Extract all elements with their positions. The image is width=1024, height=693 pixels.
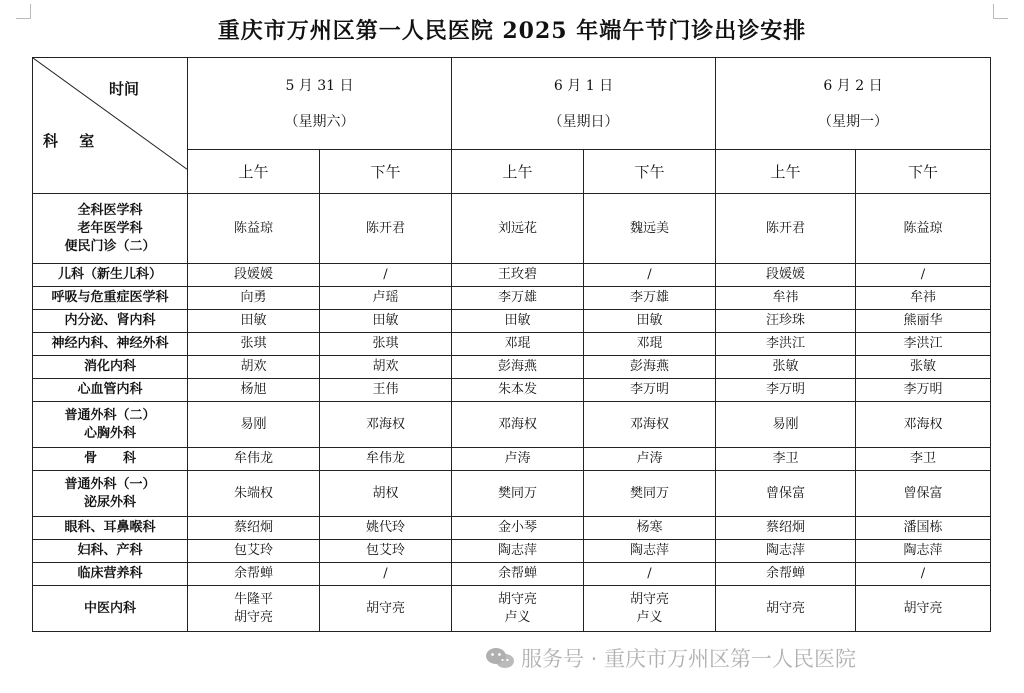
doctor-name: 朱端权 xyxy=(233,485,273,501)
doctor-cell xyxy=(716,471,856,517)
doctor-cell xyxy=(856,356,991,379)
doctor-cell xyxy=(320,448,452,471)
doctor-name: / xyxy=(647,566,652,581)
doctor-cell xyxy=(856,287,991,310)
day-header xyxy=(716,58,991,150)
half-day-header: 下午 xyxy=(856,150,991,194)
doctor-name: 余帮蝉 xyxy=(497,566,537,581)
doctor-cell xyxy=(452,194,584,264)
dept-cell xyxy=(33,356,188,379)
day-date: 6 月 2 日 xyxy=(823,77,883,94)
doctor-name: 李万雄 xyxy=(497,290,537,305)
doctor-cell xyxy=(716,310,856,333)
day-header xyxy=(452,58,716,150)
table-row xyxy=(33,402,991,448)
doctor-cell xyxy=(188,310,320,333)
doctor-name: 胡欢 xyxy=(372,359,399,374)
doctor-name: 邓琨 xyxy=(504,336,531,351)
doctor-name: 张琪 xyxy=(240,336,267,351)
doctor-name: 田敏 xyxy=(504,313,531,328)
doctor-name: 杨旭 xyxy=(240,382,267,397)
doctor-cell xyxy=(856,379,991,402)
table-row xyxy=(33,287,991,310)
table-row xyxy=(33,194,991,264)
doctor-cell xyxy=(856,471,991,517)
dept-name: 老年医学科 xyxy=(77,220,143,236)
doctor-cell xyxy=(584,356,716,379)
doctor-cell xyxy=(320,540,452,563)
doctor-name: 包艾玲 xyxy=(233,543,273,558)
doctor-cell xyxy=(320,287,452,310)
doctor-name: 张琪 xyxy=(372,336,399,351)
doctor-cell xyxy=(716,448,856,471)
doctor-cell xyxy=(188,471,320,517)
doctor-name: 姚代玲 xyxy=(365,520,405,535)
doctor-name: 邓海权 xyxy=(629,416,669,432)
table-row xyxy=(33,264,991,287)
doctor-cell xyxy=(856,310,991,333)
doctor-name: 牟祎 xyxy=(909,290,936,305)
table-row xyxy=(33,563,991,586)
doctor-cell xyxy=(188,563,320,586)
dept-label: 科 室 xyxy=(43,132,103,150)
doctor-cell xyxy=(584,194,716,264)
doctor-cell xyxy=(320,563,452,586)
doctor-cell xyxy=(188,448,320,471)
doctor-cell xyxy=(584,333,716,356)
doctor-cell xyxy=(320,310,452,333)
doctor-name: 王伟 xyxy=(372,382,399,397)
doctor-cell xyxy=(188,264,320,287)
doctor-cell xyxy=(716,194,856,264)
doctor-name: 陶志萍 xyxy=(497,543,537,558)
dept-name: 消化内科 xyxy=(83,359,136,374)
doctor-cell xyxy=(716,333,856,356)
doctor-cell xyxy=(452,402,584,448)
doctor-name: 曾保富 xyxy=(903,485,943,501)
table-row xyxy=(33,517,991,540)
doctor-name: 李万明 xyxy=(903,382,943,397)
doctor-cell xyxy=(584,563,716,586)
dept-name: 妇科、产科 xyxy=(77,543,143,558)
doctor-cell xyxy=(716,586,856,632)
doctor-cell xyxy=(452,356,584,379)
doctor-name: 胡守亮 xyxy=(629,591,669,607)
doctor-cell xyxy=(320,194,452,264)
doctor-name: 李卫 xyxy=(772,451,799,466)
doctor-name: 陶志萍 xyxy=(629,543,669,558)
doctor-cell xyxy=(452,563,584,586)
doctor-cell xyxy=(584,448,716,471)
doctor-name: 卢瑶 xyxy=(372,290,399,305)
dept-cell xyxy=(33,586,188,632)
doctor-name: 段媛媛 xyxy=(233,267,273,282)
doctor-cell xyxy=(856,586,991,632)
doctor-cell xyxy=(584,402,716,448)
doctor-name: 熊丽华 xyxy=(903,313,943,328)
doctor-name: / xyxy=(383,267,388,282)
doctor-cell xyxy=(452,310,584,333)
dept-name: 普通外科（一） xyxy=(64,476,156,492)
dept-cell xyxy=(33,517,188,540)
doctor-cell xyxy=(188,356,320,379)
doctor-name: 李洪江 xyxy=(765,336,805,351)
header-corner-cell xyxy=(33,58,188,194)
doctor-name: 彭海燕 xyxy=(629,359,669,374)
doctor-name: 彭海燕 xyxy=(497,359,537,374)
doctor-cell xyxy=(320,356,452,379)
doctor-name: 李万明 xyxy=(765,382,805,397)
header-row-dates xyxy=(33,58,991,150)
half-day-header: 下午 xyxy=(584,150,716,194)
doctor-name: / xyxy=(920,267,926,282)
doctor-cell xyxy=(856,402,991,448)
doctor-cell xyxy=(452,448,584,471)
watermark-text: 服务号 · 重庆市万州区第一人民医院 xyxy=(521,647,857,671)
doctor-cell xyxy=(188,517,320,540)
doctor-cell xyxy=(716,563,856,586)
half-day-header: 下午 xyxy=(320,150,452,194)
day-weekday: （星期六） xyxy=(284,113,355,130)
schedule-table xyxy=(32,57,991,632)
dept-name: 普通外科（二） xyxy=(64,407,156,423)
doctor-name: 张敏 xyxy=(772,359,799,374)
doctor-name: 胡守亮 xyxy=(233,609,273,625)
day-date: 6 月 1 日 xyxy=(553,77,614,94)
doctor-cell xyxy=(188,540,320,563)
dept-name: 呼吸与危重症医学科 xyxy=(51,290,169,305)
doctor-name: 卢涛 xyxy=(504,451,531,466)
doctor-name: 邓海权 xyxy=(903,416,943,432)
doctor-cell xyxy=(856,540,991,563)
day-weekday: （星期一） xyxy=(818,113,888,130)
doctor-name: / xyxy=(383,566,388,581)
doctor-name: 胡权 xyxy=(372,485,399,501)
doctor-cell xyxy=(584,287,716,310)
doctor-name: 汪珍珠 xyxy=(765,313,805,328)
doctor-cell xyxy=(584,540,716,563)
dept-name: 眼科、耳鼻喉科 xyxy=(64,520,156,535)
doctor-name: 余帮蝉 xyxy=(765,566,805,581)
dept-name: 临床营养科 xyxy=(77,566,143,581)
dept-name: 便民门诊（二） xyxy=(64,238,156,254)
doctor-name: 易刚 xyxy=(772,416,799,432)
doctor-name: 包艾玲 xyxy=(365,543,405,558)
table-row xyxy=(33,471,991,517)
doctor-name: 向勇 xyxy=(240,290,267,305)
doctor-cell xyxy=(856,448,991,471)
doctor-name: 李卫 xyxy=(909,451,936,466)
doctor-name: 陈益琼 xyxy=(903,220,943,236)
doctor-name: 牟伟龙 xyxy=(365,451,405,466)
doctor-cell xyxy=(716,264,856,287)
doctor-cell xyxy=(716,356,856,379)
doctor-name: 陶志萍 xyxy=(765,543,805,558)
doctor-cell xyxy=(320,264,452,287)
doctor-cell xyxy=(188,402,320,448)
doctor-cell xyxy=(188,287,320,310)
doctor-cell xyxy=(584,471,716,517)
doctor-cell xyxy=(716,540,856,563)
doctor-name: 李洪江 xyxy=(903,336,943,351)
doctor-name: 邓海权 xyxy=(497,416,537,432)
half-day-header: 上午 xyxy=(452,150,584,194)
doctor-cell xyxy=(584,379,716,402)
doctor-cell xyxy=(584,517,716,540)
doctor-name: 陶志萍 xyxy=(903,543,943,558)
dept-cell xyxy=(33,379,188,402)
doctor-name: 胡欢 xyxy=(240,359,267,374)
doctor-cell xyxy=(320,517,452,540)
doctor-cell xyxy=(716,379,856,402)
dept-cell xyxy=(33,264,188,287)
doctor-name: 胡守亮 xyxy=(903,600,943,616)
dept-name: 心血管内科 xyxy=(77,382,143,397)
doctor-cell xyxy=(320,333,452,356)
doctor-cell xyxy=(188,333,320,356)
doctor-name: 胡守亮 xyxy=(497,591,537,607)
doctor-cell xyxy=(856,264,991,287)
doctor-cell xyxy=(188,586,320,632)
doctor-name: 田敏 xyxy=(240,313,267,328)
half-day-header: 上午 xyxy=(188,150,320,194)
doctor-name: 陈开君 xyxy=(765,220,805,236)
time-label: 时间 xyxy=(109,80,140,98)
doctor-name: 潘国栋 xyxy=(903,520,943,535)
doctor-cell xyxy=(452,264,584,287)
doctor-name: 胡守亮 xyxy=(365,600,405,616)
dept-cell xyxy=(33,194,188,264)
doctor-cell xyxy=(584,264,716,287)
doctor-cell xyxy=(716,517,856,540)
doctor-cell xyxy=(856,194,991,264)
doctor-name: 牛隆平 xyxy=(233,591,273,607)
doctor-name: 段媛媛 xyxy=(765,267,805,282)
doctor-cell xyxy=(320,379,452,402)
doctor-name: 邓琨 xyxy=(636,336,663,351)
table-row xyxy=(33,540,991,563)
doctor-name: 蔡绍炯 xyxy=(765,520,805,535)
dept-cell xyxy=(33,448,188,471)
doctor-name: 邓海权 xyxy=(365,416,405,432)
dept-cell xyxy=(33,310,188,333)
table-row xyxy=(33,333,991,356)
doctor-name: 李万雄 xyxy=(629,290,669,305)
dept-cell xyxy=(33,402,188,448)
dept-cell xyxy=(33,540,188,563)
day-weekday: （星期日） xyxy=(548,113,619,130)
doctor-cell xyxy=(452,379,584,402)
dept-cell xyxy=(33,333,188,356)
doctor-cell xyxy=(320,402,452,448)
table-row xyxy=(33,310,991,333)
doctor-name: 李万明 xyxy=(629,382,669,397)
doctor-cell xyxy=(452,586,584,632)
doctor-name: 卢义 xyxy=(504,609,531,625)
dept-name: 全科医学科 xyxy=(77,202,143,218)
doctor-name: 樊同万 xyxy=(629,485,669,501)
doctor-name: 田敏 xyxy=(636,313,663,328)
doctor-cell xyxy=(452,471,584,517)
doctor-name: 卢涛 xyxy=(636,451,663,466)
doctor-cell xyxy=(584,310,716,333)
watermark xyxy=(485,640,856,676)
day-date: 5 月 31 日 xyxy=(285,77,354,94)
diagonal-line xyxy=(33,58,187,193)
dept-cell xyxy=(33,563,188,586)
doctor-name: 胡守亮 xyxy=(765,600,805,616)
doctor-name: 牟祎 xyxy=(772,290,799,305)
doctor-cell xyxy=(452,517,584,540)
doctor-cell xyxy=(584,586,716,632)
doctor-cell xyxy=(188,379,320,402)
dept-name: 泌尿外科 xyxy=(83,494,136,510)
table-row xyxy=(33,448,991,471)
table-row xyxy=(33,586,991,632)
doctor-name: 魏远美 xyxy=(629,220,669,236)
doctor-name: / xyxy=(920,566,926,581)
doctor-name: 余帮蝉 xyxy=(233,566,273,581)
doctor-name: 朱本发 xyxy=(497,382,537,397)
table-row xyxy=(33,356,991,379)
doctor-cell xyxy=(320,471,452,517)
doctor-cell xyxy=(452,287,584,310)
doctor-cell xyxy=(856,563,991,586)
doctor-name: 牟伟龙 xyxy=(233,451,273,466)
doctor-name: 陈益琼 xyxy=(233,220,273,236)
half-day-header: 上午 xyxy=(716,150,856,194)
doctor-name: 刘远花 xyxy=(497,220,537,236)
dept-cell xyxy=(33,287,188,310)
doctor-name: 樊同万 xyxy=(497,485,537,501)
wechat-icon xyxy=(485,646,515,670)
doctor-name: 杨寒 xyxy=(636,520,663,535)
schedule-body xyxy=(33,58,991,632)
doctor-cell xyxy=(320,586,452,632)
doctor-name: 田敏 xyxy=(372,313,399,328)
doctor-cell xyxy=(856,333,991,356)
day-header xyxy=(188,58,452,150)
dept-name: 儿科（新生儿科） xyxy=(57,267,162,282)
doctor-name: / xyxy=(647,267,652,282)
doctor-name: 陈开君 xyxy=(365,220,405,236)
dept-name: 骨 科 xyxy=(83,451,136,466)
doctor-name: 易刚 xyxy=(240,416,267,432)
doctor-cell xyxy=(716,402,856,448)
dept-name: 神经内科、神经外科 xyxy=(51,336,169,351)
doctor-name: 卢义 xyxy=(636,609,663,625)
dept-name: 心胸外科 xyxy=(83,425,136,441)
doctor-name: 蔡绍炯 xyxy=(233,520,273,535)
dept-cell xyxy=(33,471,188,517)
doctor-cell xyxy=(856,517,991,540)
doctor-cell xyxy=(716,287,856,310)
doctor-name: 张敏 xyxy=(909,359,936,374)
doctor-name: 金小琴 xyxy=(497,520,537,535)
page-title: 重庆市万州区第一人民医院 2025 年端午节门诊出诊安排 xyxy=(217,18,807,44)
doctor-cell xyxy=(452,540,584,563)
dept-name: 中医内科 xyxy=(83,600,136,616)
dept-name: 内分泌、肾内科 xyxy=(64,313,156,328)
doctor-cell xyxy=(188,194,320,264)
doctor-name: 曾保富 xyxy=(765,485,805,501)
doctor-name: 王玫碧 xyxy=(497,267,537,282)
table-row xyxy=(33,379,991,402)
doctor-cell xyxy=(452,333,584,356)
